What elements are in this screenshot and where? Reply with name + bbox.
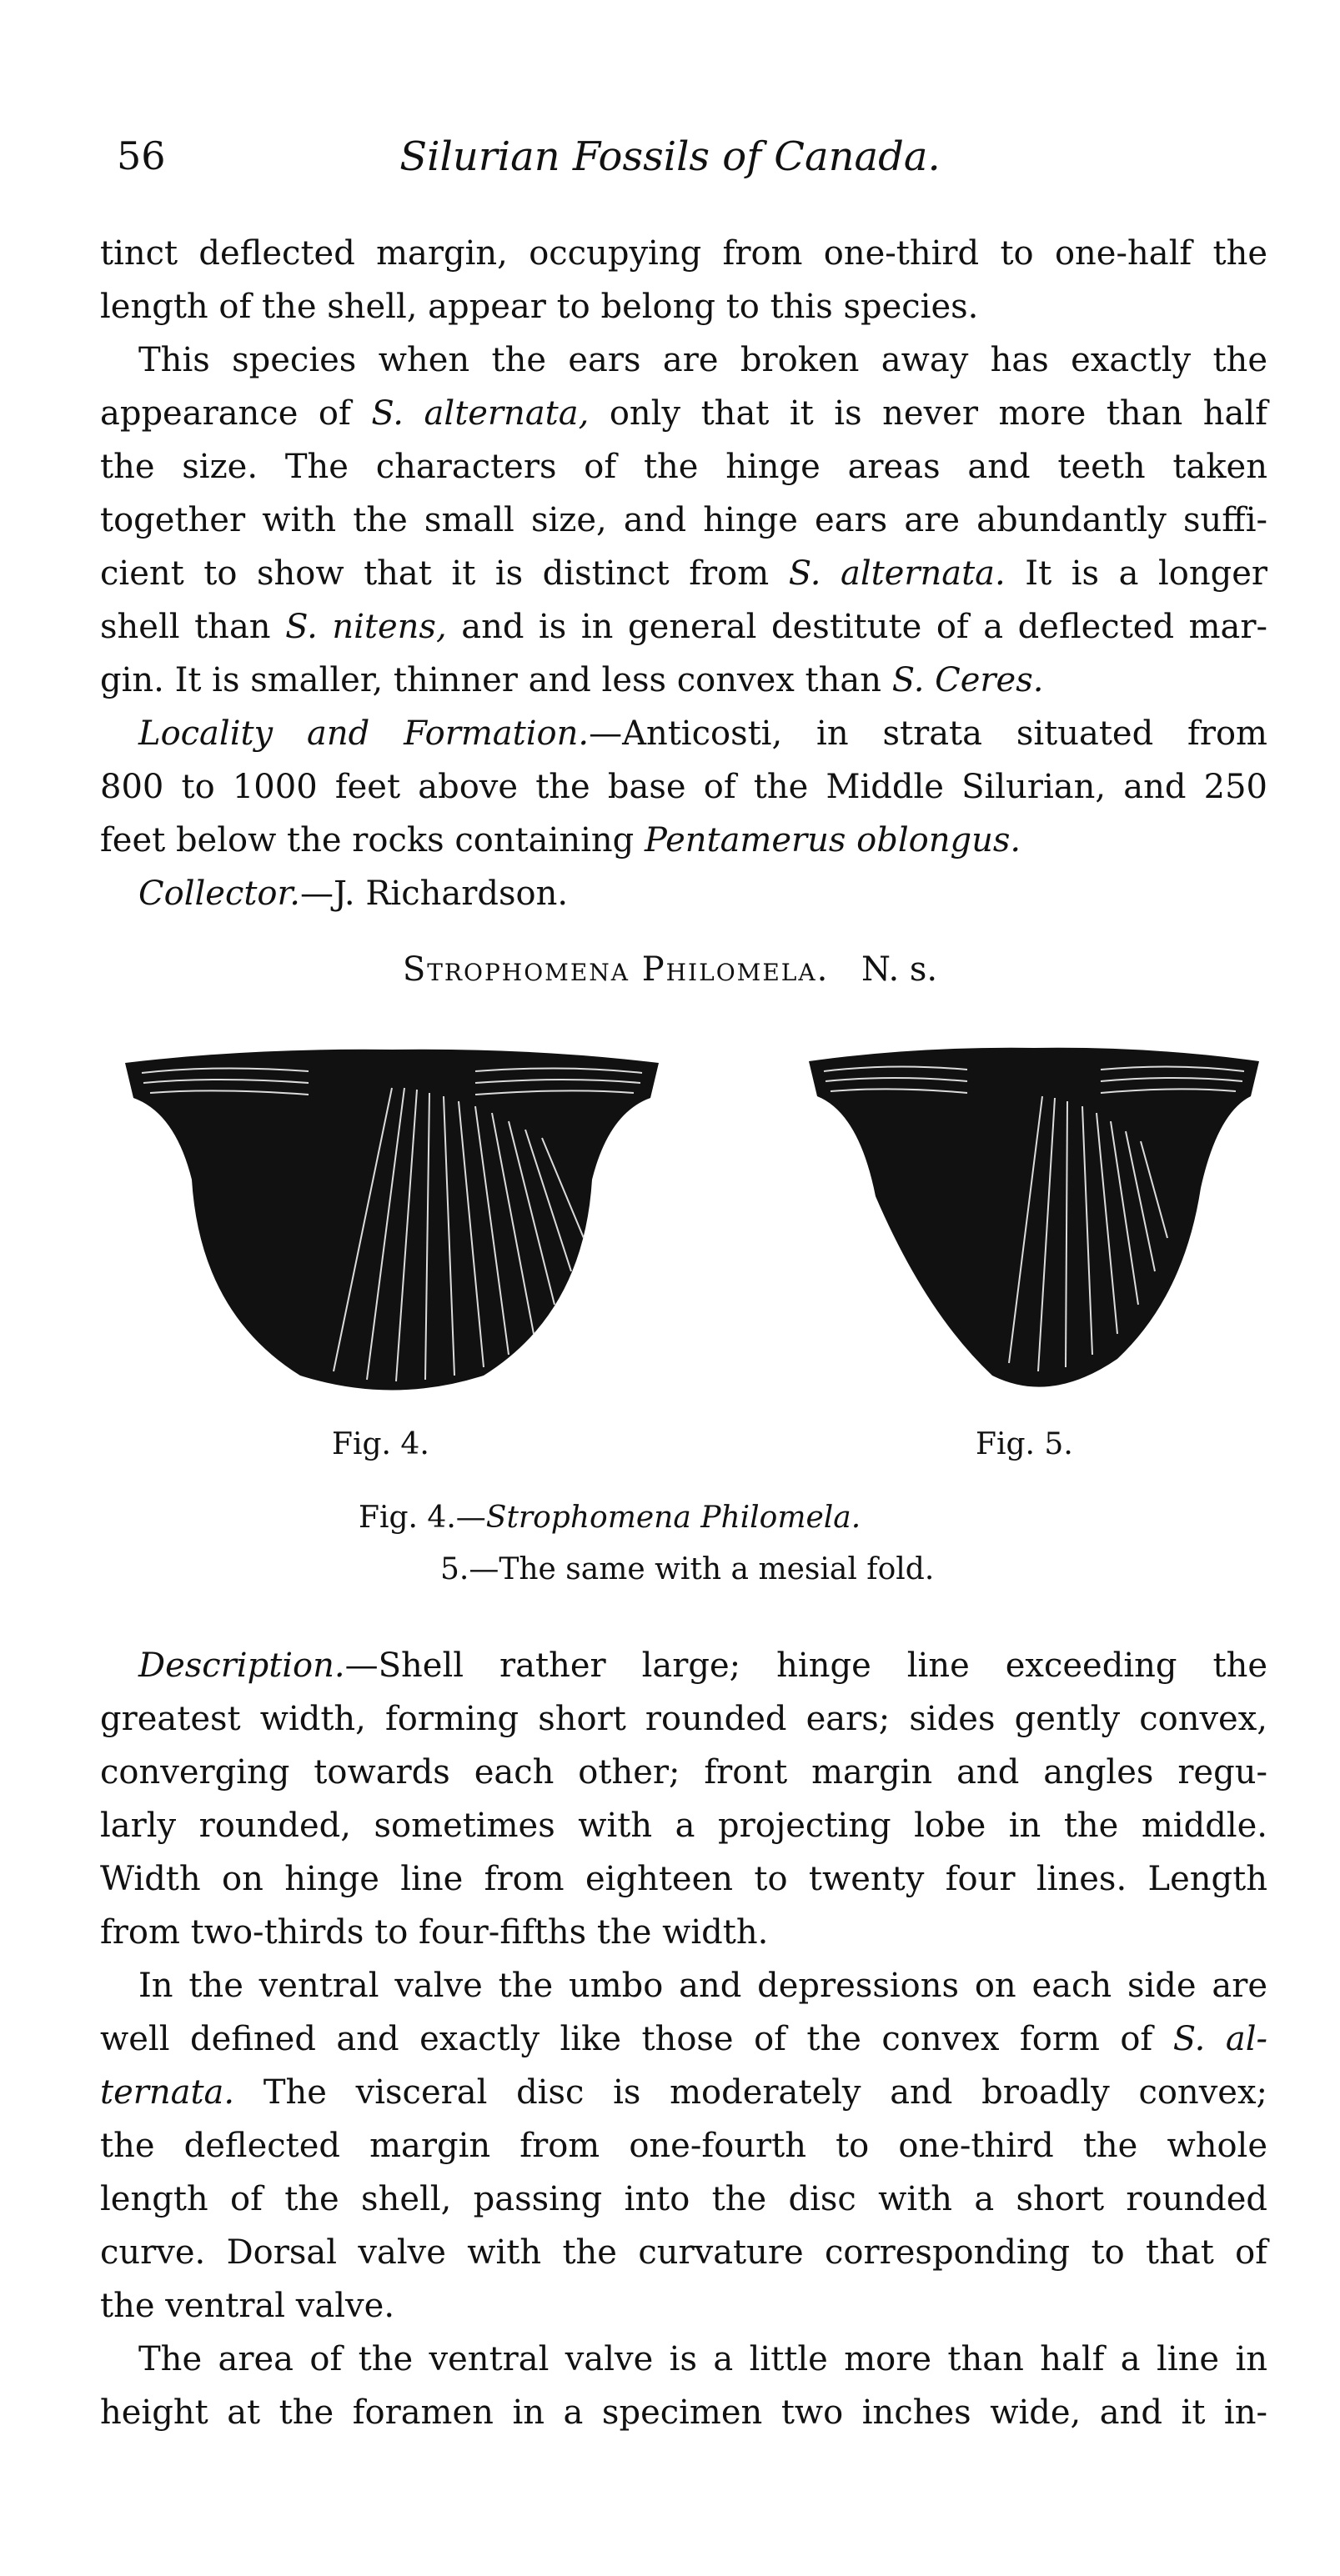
figure-label: Fig. 4. (332, 1427, 429, 1461)
text-line (100, 547, 1267, 600)
text-run: only that it is never more than half (589, 394, 1267, 433)
text-run: The visceral disc is moderately and broadly convex; (234, 2073, 1267, 2112)
species-name: S. alternata, (371, 394, 590, 433)
text-run: —Shell rather large; hinge line exceeding the (344, 1646, 1267, 1685)
text-line: This species when the ears are broken away has exactly the (138, 341, 1267, 379)
text-line: curve. Dorsal valve with the curvature corresponding to that of (100, 2233, 1267, 2272)
species-name: ternata. (100, 2073, 235, 2112)
text-line: height at the foramen in a specimen two inches wide, and it in- (100, 2393, 1267, 2432)
text-line: In the ventral valve the umbo and depressions on each side are (138, 1967, 1267, 2005)
text-run: and is in general destitute of a deflected mar- (446, 608, 1268, 646)
text-line: tinct deflected margin, occupying from one-third to one-half the (100, 234, 1267, 273)
text-run: feet below the rocks containing (100, 821, 645, 860)
text-run: well defined and exactly like those of the convex form of (100, 2020, 1173, 2058)
species-heading-suffix: N. s. (861, 950, 938, 989)
text-line (100, 707, 1267, 760)
species-name: S. alternata. (788, 554, 1006, 593)
text-line (100, 2066, 1267, 2119)
text-run: appearance of (100, 394, 372, 433)
text-line: 800 to 1000 feet above the base of the Middle Silurian, and 250 (100, 768, 1267, 806)
species-name: S. nitens, (285, 608, 447, 646)
text-run: It is a longer (1005, 554, 1268, 593)
section-label: Locality and Formation. (138, 714, 590, 753)
species-heading (0, 950, 1340, 989)
text-line (100, 814, 1267, 867)
shell-body (125, 1050, 659, 1391)
section-label: Description. (138, 1646, 345, 1685)
text-line: Width on hinge line from eighteen to twenty four lines. Length (100, 1860, 1267, 1898)
text-line: larly rounded, sometimes with a projecting lobe in the middle. (100, 1807, 1267, 1845)
caption-species: Strophomena Philomela. (485, 1501, 861, 1535)
text-line (100, 867, 1267, 920)
text-line: the size. The characters of the hinge areas and teeth taken (100, 448, 1267, 486)
text-line (100, 387, 1267, 440)
species-heading-name: Strophomena Philomela. (402, 950, 830, 989)
text-line: The area of the ventral valve is a little more than half a line in (138, 2340, 1267, 2378)
text-run: gin. It is smaller, thinner and less convex than (100, 661, 892, 699)
figure-caption-line (359, 1501, 1340, 1535)
figure-label: Fig. 5. (976, 1427, 1073, 1461)
caption-figure-ref: Fig. 4.— (359, 1501, 486, 1535)
running-title: Silurian Fossils of Canada. (399, 133, 941, 180)
brachiopod-shell-mesial-fold-icon (800, 1038, 1267, 1405)
text-line (100, 654, 1267, 707)
text-line: from two-thirds to four-fifths the width. (100, 1913, 769, 1952)
top-text (100, 227, 1267, 920)
text-line: converging towards each other; front margin and angles regu- (100, 1753, 1267, 1792)
text-line: greatest width, forming short rounded ears; sides gently convex, (100, 1700, 1267, 1738)
text-run: cient to show that it is distinct from (100, 554, 789, 593)
description-text (100, 1639, 1267, 2439)
text-line (100, 2012, 1267, 2066)
brachiopod-shell-icon (117, 1038, 667, 1405)
text-line: length of the shell, passing into the disc with a short rounded (100, 2180, 1267, 2218)
text-line: the ventral valve. (100, 2287, 395, 2325)
species-name: Pentamerus oblongus. (644, 821, 1021, 860)
shell-body (809, 1048, 1259, 1387)
page-header (0, 133, 1340, 192)
text-line: together with the small size, and hinge ears are abundantly suffi- (100, 501, 1267, 539)
species-name: S. al- (1172, 2020, 1268, 2058)
section-label: Collector. (138, 875, 300, 913)
text-run: —J. Richardson. (299, 875, 569, 913)
text-line: the deflected margin from one-fourth to one-third the whole (100, 2127, 1267, 2165)
text-line (100, 600, 1267, 654)
text-run: shell than (100, 608, 286, 646)
page-number: 56 (117, 133, 166, 178)
text-line (100, 1639, 1267, 1692)
text-line: length of the shell, appear to belong to this species. (100, 288, 979, 326)
figure-caption-line: 5.—The same with a mesial fold. (440, 1552, 935, 1586)
text-run: —Anticosti, in strata situated from (589, 714, 1267, 753)
species-name: S. Ceres. (891, 661, 1044, 699)
